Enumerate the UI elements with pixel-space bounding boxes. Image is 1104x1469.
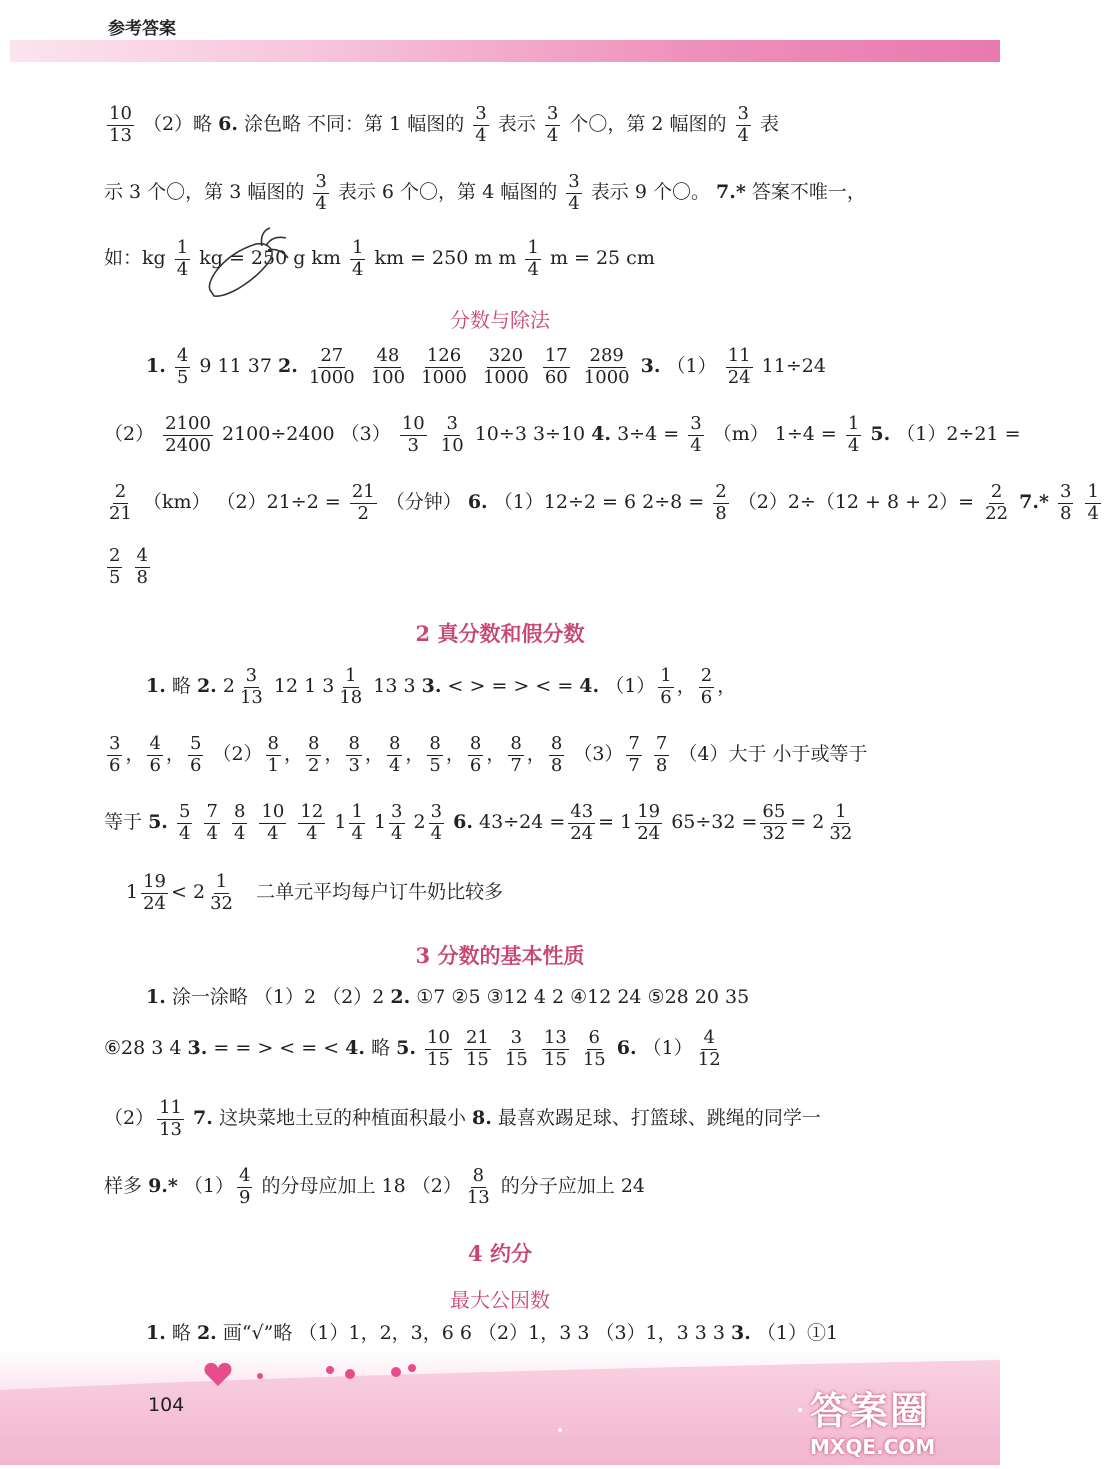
question-number: 1. [146, 355, 166, 378]
question-number: 4. [579, 675, 600, 698]
answer-line-2: 示 3 个〇，第 3 幅图的 $\frac{3}{4}$ 表示 6 个〇，第 4 幅图的 $\frac{3}{4}$ 表示 9 个〇。 7.* 答案不唯一， [104, 171, 866, 214]
section-title-4: 4 约分 [468, 1241, 532, 1266]
fraction: $\frac{17}{60}$ [544, 345, 568, 388]
answer-line-14: （2） $\frac{11}{13}$ 7. 这块菜地土豆的种植面积最小 8. 最喜欢踢足球、打篮球、跳绳的同学一 [104, 1097, 821, 1140]
section-title-2: 2 真分数和假分数 [415, 621, 585, 646]
fraction: $\frac{4}{5}$ [176, 345, 189, 388]
fraction: $\frac{65}{32}$ [762, 801, 786, 844]
question-number: 8. [472, 1107, 492, 1130]
fraction: $\frac{3}{4}$ [546, 103, 559, 146]
fraction: $\frac{1}{4}$ [847, 413, 860, 456]
question-number: 2. [390, 986, 411, 1008]
fraction: $\frac{2}{22}$ [985, 481, 1009, 524]
fraction: $\frac{2}{5}$ [109, 545, 121, 588]
carrot-doodle-icon [204, 224, 292, 300]
fraction: $\frac{3}{13}$ [239, 665, 263, 708]
fraction: $\frac{1}{32}$ [829, 801, 853, 844]
fraction: $\frac{3}{4}$ [737, 103, 749, 146]
question-number: 6. [453, 811, 473, 834]
fraction: $\frac{8}{3}$ [348, 733, 360, 776]
answer-line-1: $\frac{10}{13}$ （2）略 6. 涂色略 不同：第 1 幅图的 $\frac{3}{4}$ 表示 $\frac{3}{4}$ 个〇，第 2 幅图的 $\frac{3}{4}$ 表 [109, 103, 780, 146]
fraction: $\frac{1}{4}$ [351, 801, 363, 844]
fraction: $\frac{289}{1000}$ [583, 345, 630, 388]
fraction: $\frac{1}{4}$ [176, 237, 189, 280]
fraction: $\frac{43}{24}$ [570, 801, 594, 844]
fraction: $\frac{12}{4}$ [300, 801, 324, 844]
fraction: $\frac{4}{6}$ [149, 733, 161, 776]
fraction: $\frac{3}{6}$ [109, 733, 121, 776]
question-number: 5. [396, 1037, 416, 1060]
question-number: 7.* [1019, 491, 1049, 514]
fraction: $\frac{2100}{2400}$ [165, 413, 211, 456]
fraction: $\frac{3}{10}$ [440, 413, 464, 456]
fraction: $\frac{3}{4}$ [690, 413, 702, 456]
fraction: $\frac{2}{8}$ [715, 481, 727, 524]
header-pink-bar [10, 40, 1000, 62]
fraction: $\frac{4}{8}$ [136, 545, 148, 588]
question-number: 3. [187, 1037, 208, 1060]
question-number: 4. [345, 1037, 366, 1060]
answer-line-3: 如：kg $\frac{1}{4}$ kg = 250 g km $\frac{1}{4}$ km = 250 m m $\frac{1}{4}$ m = 25 cm [104, 237, 655, 280]
fraction: $\frac{3}{4}$ [475, 103, 487, 146]
watermark-logo: 答案圈 [810, 1389, 931, 1433]
question-number: 6. [616, 1037, 637, 1060]
answer-line-13: ⑥28 3 4 3. = = > < = < 4. 略 5. $\frac{10}{15}$ $\frac{21}{15}$ $\frac{3}{15}$ $\frac{13}{15}$ $\frac{6}{15}$ 6. （1） $\frac{4}{12}$ [104, 1027, 721, 1070]
fraction: $\frac{21}{15}$ [465, 1027, 489, 1070]
answer-line-4: 1. $\frac{4}{5}$ 9 11 37 2. $\frac{27}{1000}$ $\frac{48}{100}$ $\frac{126}{1000}$ $\frac{320}{1000}$ $\frac{17}{60}$ $\frac{289}{1000}$ 3. （1） $\frac{11}{24}$ 11÷24 [146, 345, 826, 388]
fraction: $\frac{8}{8}$ [550, 733, 563, 776]
question-number: 2. [277, 355, 298, 378]
fraction: $\frac{1}{18}$ [339, 665, 363, 708]
question-number: 6. [218, 113, 238, 136]
fraction: $\frac{3}{4}$ [430, 801, 443, 844]
section-title-3: 3 分数的基本性质 [415, 943, 585, 968]
fraction: $\frac{1}{4}$ [1087, 481, 1099, 524]
answer-line-8: 1. 略 2. 2 $\frac{3}{13}$ 12 1 3 $\frac{1}{18}$ 13 3 3. < > = > < = 4. （1） $\frac{1}{6}$ ， $\frac{2}{6}$ ， [146, 665, 737, 708]
fraction: $\frac{4}{12}$ [697, 1027, 721, 1070]
fraction: $\frac{7}{4}$ [206, 801, 218, 844]
question-number: 9.* [148, 1175, 178, 1198]
answer-line-6: $\frac{2}{21}$ （km） （2）21÷2 = $\frac{21}{2}$ （分钟） 6. （1）12÷2 = 6 2÷8 = $\frac{2}{8}$ （2）2÷（12 + 8 + 2）= $\frac{2}{22}$ 7.* $\frac{3}{8}$ $\frac{1}{4}$ [109, 481, 1099, 524]
fraction: $\frac{3}{4}$ [568, 171, 580, 214]
watermark-url: MXQE.COM [810, 1435, 936, 1459]
fraction: $\frac{3}{8}$ [1059, 481, 1072, 524]
fraction: $\frac{7}{8}$ [655, 733, 668, 776]
fraction: $\frac{27}{1000}$ [308, 345, 355, 388]
fraction: $\frac{1}{6}$ [660, 665, 672, 708]
question-number: 5. [148, 811, 168, 834]
watermark [810, 1380, 990, 1460]
question-number: 7.* [716, 181, 746, 204]
fraction: $\frac{1}{4}$ [352, 237, 364, 280]
answer-line-7 [104, 546, 964, 588]
fraction: $\frac{10}{13}$ [109, 103, 132, 146]
fraction: $\frac{3}{4}$ [315, 171, 327, 214]
fraction: $\frac{10}{3}$ [401, 413, 425, 456]
fraction: $\frac{19}{24}$ [143, 871, 166, 914]
fraction: $\frac{13}{15}$ [543, 1027, 567, 1070]
question-number: 7. [193, 1107, 213, 1130]
fraction: $\frac{320}{1000}$ [482, 345, 529, 388]
page-number: 104 [148, 1394, 185, 1416]
fraction: $\frac{2}{21}$ [109, 481, 132, 524]
question-number: 3. [421, 675, 442, 698]
question-number: 1. [146, 1322, 166, 1344]
section-subtitle-gcd: 最大公因数 [450, 1288, 550, 1312]
question-number: 3. [640, 355, 661, 378]
question-number: 4. [591, 423, 612, 446]
question-number: 1. [146, 675, 166, 698]
fraction: $\frac{3}{4}$ [391, 801, 403, 844]
fraction: $\frac{5}{4}$ [178, 801, 191, 844]
fraction: $\frac{8}{4}$ [233, 801, 246, 844]
fraction: $\frac{8}{7}$ [510, 733, 522, 776]
fraction: $\frac{8}{4}$ [388, 733, 401, 776]
answer-line-10: 等于 5. $\frac{5}{4}$ $\frac{7}{4}$ $\frac{8}{4}$ $\frac{10}{4}$ $\frac{12}{4}$ 1 $\frac{1}{4}$ 1 $\frac{3}{4}$ 2 $\frac{3}{4}$ 6. 43÷24 = $\frac{43}{24}$ = 1 $\frac{19}{24}$ 65÷32 = $\frac{65}{32}$ = 2 $\frac{1}{32}$ [104, 801, 853, 844]
answer-line-12: 1. 涂一涂略 （1）2 （2）2 2. ①7 ②5 ③12 4 2 ④12 24 ⑤28 20 35 [146, 986, 750, 1008]
question-number: 2. [196, 675, 217, 698]
question-number: 2. [196, 1322, 217, 1344]
answer-line-15: 样多 9.* （1） $\frac{4}{9}$ 的分母应加上 18 （2） $\frac{8}{13}$ 的分子应加上 24 [104, 1165, 646, 1208]
fraction: $\frac{8}{2}$ [308, 733, 320, 776]
header-title: 参考答案 [108, 19, 176, 39]
answer-line-5: （2） $\frac{2100}{2400}$ 2100÷2400 （3） $\frac{10}{3}$ $\frac{3}{10}$ 10÷3 3÷10 4. 3÷4 = $\frac{3}{4}$ （m） 1÷4 = $\frac{1}{4}$ 5. （1）2÷21 = [104, 413, 1021, 456]
fraction: $\frac{21}{2}$ [351, 481, 375, 524]
fraction: $\frac{6}{15}$ [582, 1027, 606, 1070]
page-header [0, 0, 1000, 62]
fraction: $\frac{19}{24}$ [637, 801, 661, 844]
answer-line-16: 1. 略 2. 画“√”略 （1）1，2，3，6 6 （2）1，3 3 （3）1，3 3 3 3. （1）①1 [146, 1322, 839, 1344]
fraction: $\frac{8}{13}$ [466, 1165, 490, 1208]
fraction: $\frac{1}{32}$ [210, 871, 233, 914]
fraction: $\frac{8}{6}$ [469, 733, 482, 776]
fraction: $\frac{7}{7}$ [628, 733, 640, 776]
fraction: $\frac{10}{4}$ [261, 801, 285, 844]
fraction: $\frac{8}{1}$ [267, 733, 279, 776]
fraction: $\frac{8}{5}$ [429, 733, 441, 776]
answer-line-9: $\frac{3}{6}$ ， $\frac{4}{6}$ ， $\frac{5}{6}$ （2） $\frac{8}{1}$ ， $\frac{8}{2}$ ， $\frac{8}{3}$ ， $\frac{8}{4}$ ， $\frac{8}{5}$ ， $\frac{8}{6}$ ， $\frac{8}{7}$ ， $\frac{8}{8}$ （3） $\frac{7}{7}$ $\frac{7}{8}$ （4）大于 小于或等于 [109, 733, 868, 776]
question-number: 1. [146, 986, 166, 1008]
fraction: $\frac{2}{6}$ [700, 665, 713, 708]
question-number: 3. [731, 1322, 751, 1344]
fraction: $\frac{1}{4}$ [527, 237, 539, 280]
fraction: $\frac{11}{13}$ [159, 1097, 182, 1140]
answer-line-11: 1 $\frac{19}{24}$ < 2 $\frac{1}{32}$ 二单元平均每户订牛奶比较多 [126, 871, 504, 914]
fraction: $\frac{48}{100}$ [370, 345, 406, 388]
fraction: $\frac{10}{15}$ [427, 1027, 450, 1070]
section-title-fractions-division: 分数与除法 [450, 308, 550, 332]
fraction: $\frac{5}{6}$ [189, 733, 202, 776]
fraction: $\frac{3}{15}$ [504, 1027, 528, 1070]
fraction: $\frac{126}{1000}$ [421, 345, 467, 388]
question-number: 6. [467, 491, 488, 514]
fraction: $\frac{11}{24}$ [727, 345, 751, 388]
fraction: $\frac{4}{9}$ [238, 1165, 251, 1208]
question-number: 5. [870, 423, 891, 446]
